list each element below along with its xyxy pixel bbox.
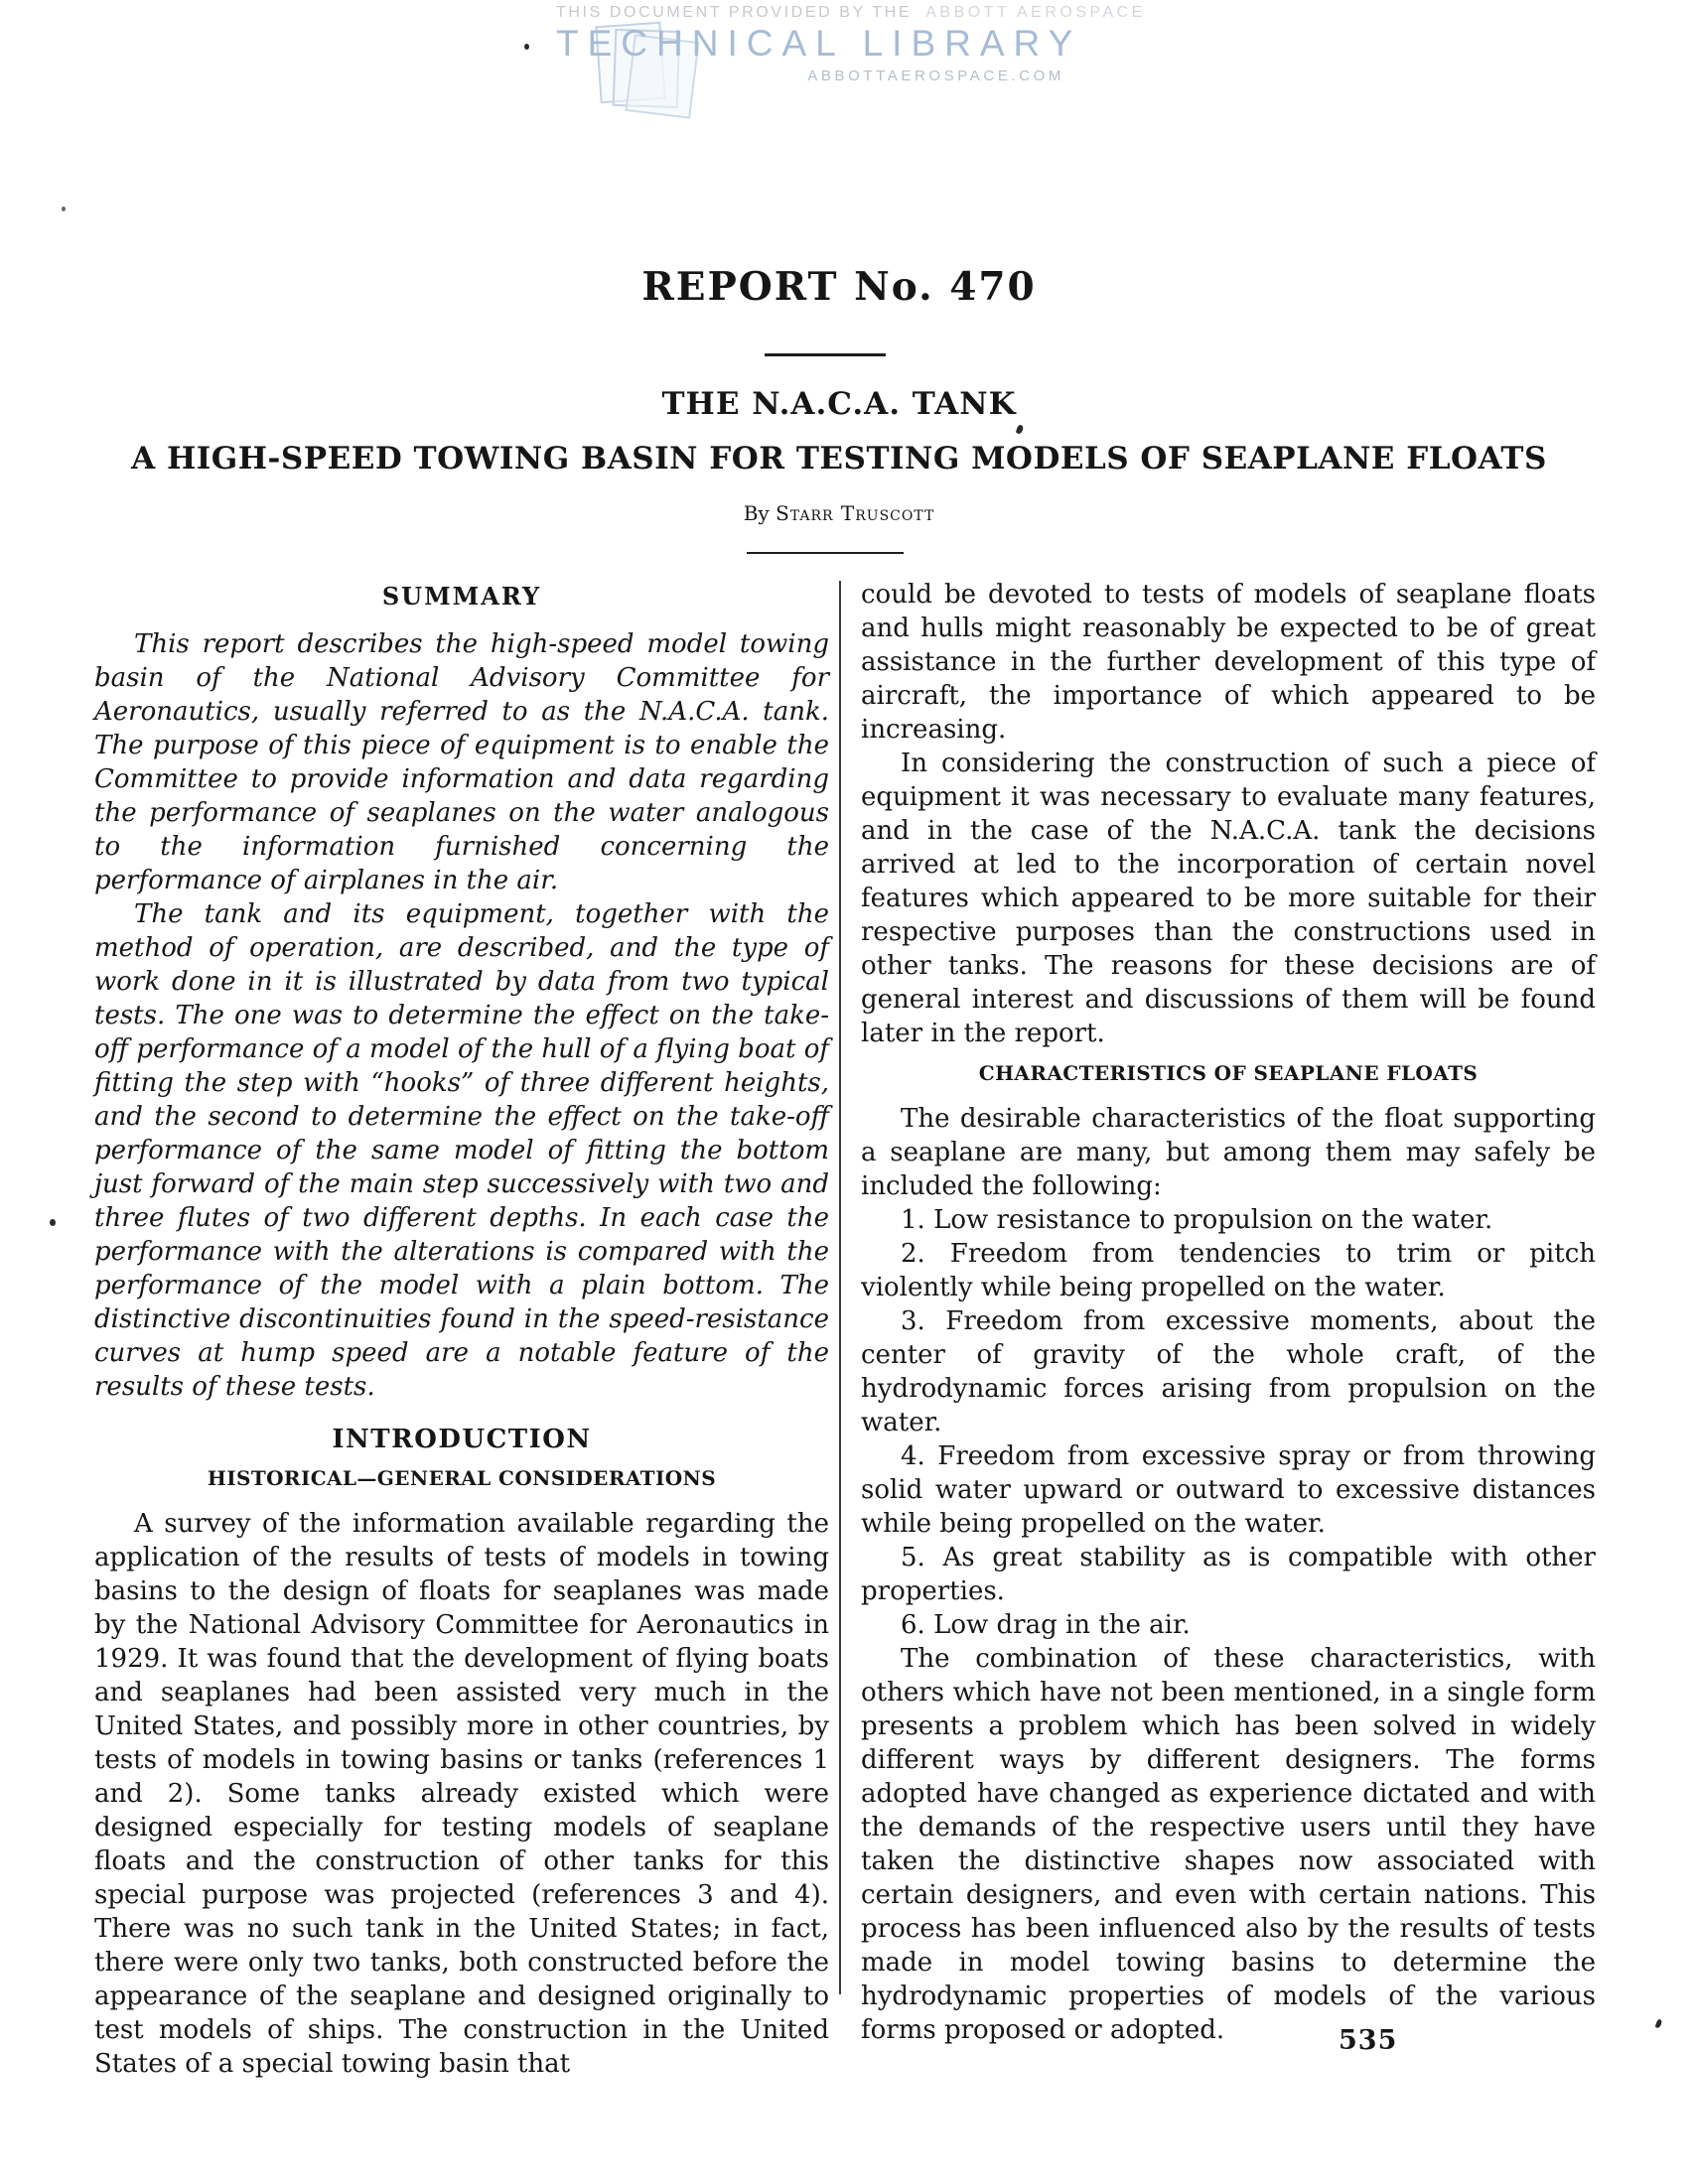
- watermark-provided-line: [556, 4, 1146, 22]
- byline-prefix: By: [743, 501, 770, 525]
- report-subtitle: A HIGH-SPEED TOWING BASIN FOR TESTING MODELS OF SEAPLANE FLOATS: [131, 441, 1547, 477]
- page-body: [94, 578, 1596, 2081]
- closing-paragraph: The combination of these characteristics, with others which have not been mentioned, in a single form presents a problem which has been solved in widely different ways by different designers. The forms adopted have changed as experience dictated and with the demands of the respective users until they have taken the distinctive shapes now associated with certain designers, and even with certain nations. This process has been influenced also by the results of tests made in model towing basins to determine the hydrodynamic properties of models of the various forms proposed or adopted.: [861, 1644, 1596, 2045]
- author-name: Starr Truscott: [776, 501, 935, 525]
- scan-speck: [524, 44, 529, 50]
- watermark-provided-text: THIS DOCUMENT PROVIDED BY THE: [556, 4, 913, 21]
- introduction-paragraph: A survey of the information available regarding the application of the results of tests of models in towing basins to the design of floats for seaplanes was made by the National Advisory Committee for Aeronautics in 1929. It was found that the development of flying boats and seaplanes had been assisted very much in the United States, and possibly more in other countries, by tests of models in towing basins or tanks (references 1 and 2). Some tanks already existed which were designed especially for testing models of seaplane floats and the construction of other tanks for this special purpose was projected (references 3 and 4). There was no such tank in the United States; in fact, there were only two tanks, both constructed before the appearance of the seaplane and designed originally to test models of ships. The construction in the United States of a special towing basin that: [94, 1509, 829, 2079]
- scan-speck: [1016, 424, 1024, 434]
- watermark-domain-text: ABBOTTAEROSPACE.COM: [807, 68, 1064, 84]
- watermark-library-text: TECHNICAL LIBRARY: [556, 23, 1082, 64]
- left-column: [94, 578, 829, 2081]
- byline-divider: [747, 552, 904, 554]
- watermark: [556, 4, 1146, 84]
- scan-speck: [50, 1219, 56, 1226]
- title-divider: [765, 353, 886, 356]
- summary-paragraph: This report describes the high-speed model towing basin of the National Advisory Committee for Aeronautics, usually referred to as the N.A.C.A. tank. The purpose of this piece of equipment is to enable the Committee to provide information and data regarding the performance of seaplanes on the water analogous to the information furnished concerning the performance of airplanes in the air.: [94, 629, 829, 895]
- list-item: 1. Low resistance to propulsion on the water.: [901, 1205, 1493, 1235]
- right-column: [861, 578, 1596, 2081]
- body-paragraph: In considering the construction of such a piece of equipment it was necessary to evaluate many features, and in the case of the N.A.C.A. tank the decisions arrived at led to the incorporation of certain novel features which appeared to be more suitable for their respective purposes than the constructions used in other tanks. The reasons for these decisions are of general interest and discussions of them will be found later in the report.: [861, 749, 1596, 1048]
- introduction-heading: INTRODUCTION: [332, 1425, 592, 1454]
- page-number: 535: [1339, 2025, 1398, 2056]
- continuation-paragraph: could be devoted to tests of models of seaplane floats and hulls might reasonably be expected to be of great assistance in the further development of this type of aircraft, the importance of which appeared to be increasing.: [861, 580, 1596, 745]
- characteristics-heading: CHARACTERISTICS OF SEAPLANE FLOATS: [978, 1061, 1479, 1085]
- summary-heading: SUMMARY: [381, 582, 542, 611]
- list-item: 3. Freedom from excessive moments, about the center of gravity of the whole craft, of the hydrodynamic forces arising from propulsion on the water.: [861, 1306, 1596, 1437]
- historical-heading: HISTORICAL—GENERAL CONSIDERATIONS: [207, 1466, 717, 1490]
- byline: [0, 501, 1678, 525]
- report-number: REPORT No. 470: [641, 264, 1037, 310]
- list-item: 6. Low drag in the air.: [901, 1610, 1191, 1640]
- report-title: THE N.A.C.A. TANK: [661, 386, 1017, 422]
- watermark-brand-text: ABBOTT AEROSPACE: [925, 4, 1146, 21]
- characteristics-intro: The desirable characteristics of the float supporting a seaplane are many, but among them may safely be included the following:: [861, 1104, 1596, 1201]
- scan-speck: [62, 206, 66, 211]
- scan-speck: [1655, 2018, 1663, 2028]
- list-item: 4. Freedom from excessive spray or from throwing solid water upward or outward to excessive distances while being propelled on the water.: [861, 1441, 1596, 1539]
- list-item: 5. As great stability as is compatible with other properties.: [861, 1543, 1596, 1606]
- list-item: 2. Freedom from tendencies to trim or pitch violently while being propelled on the water.: [861, 1239, 1596, 1302]
- summary-paragraph: The tank and its equipment, together with the method of operation, are described, and the type of work done in it is illustrated by data from two typical tests. The one was to determine the effect on the take-off performance of a model of the hull of a flying boat of fitting the step with “hooks” of three different heights, and the second to determine the effect on the take-off performance of the same model of fitting the bottom just forward of the main step successively with two and three flutes of two different depths. In each case the performance with the alterations is compared with the performance of the model with a plain bottom. The distinctive discontinuities found in the speed-resistance curves at hump speed are a notable feature of the results of these tests.: [94, 899, 829, 1402]
